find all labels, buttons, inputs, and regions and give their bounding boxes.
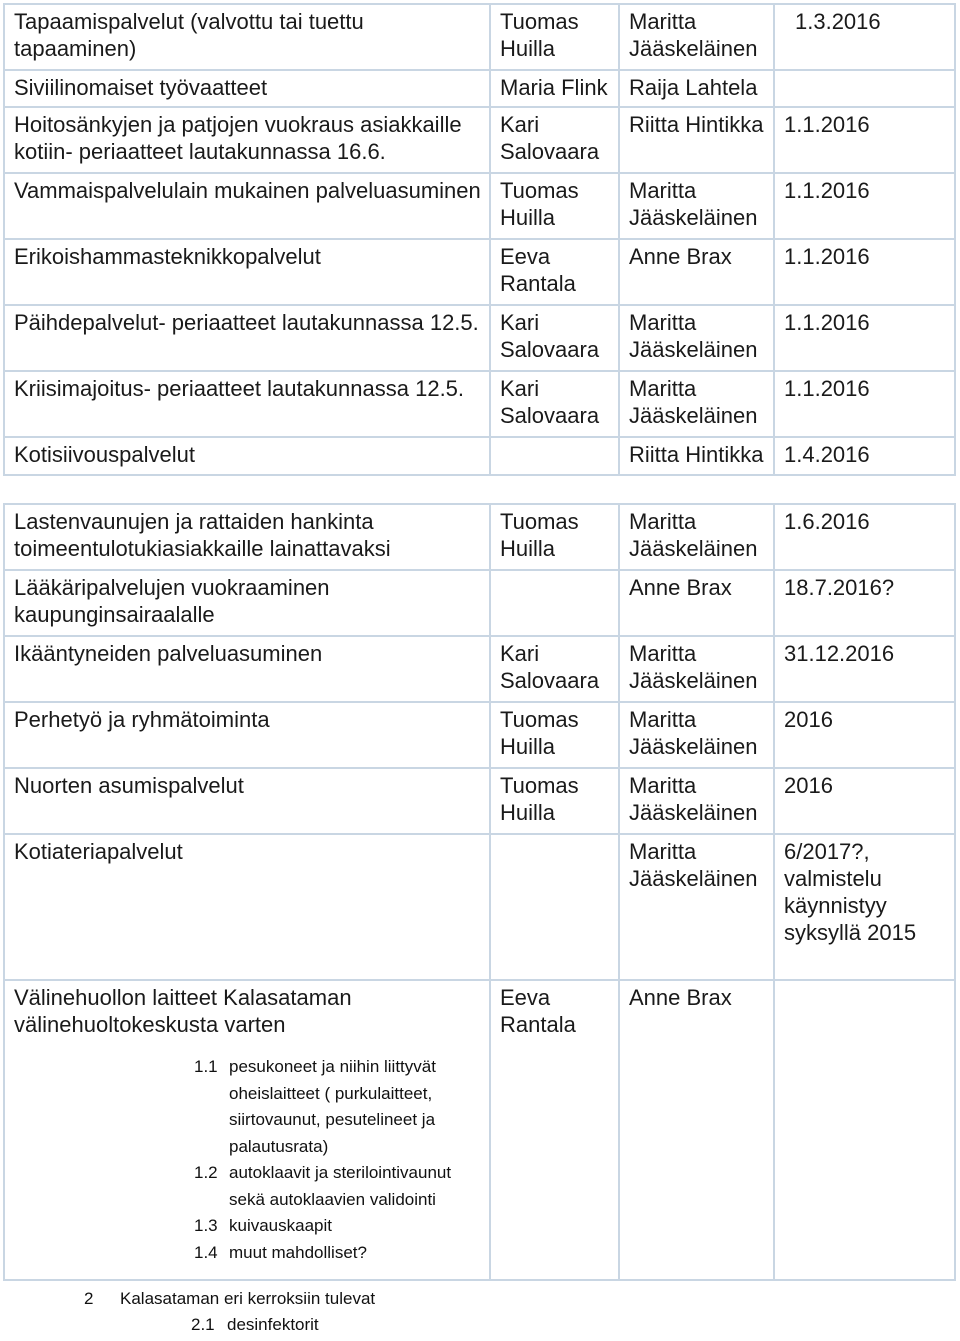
start-date: 6/2017?, valmistelu käynnistyy syksyllä 2015 — [774, 834, 955, 980]
list-number: 1.1 — [194, 1057, 218, 1076]
start-date: 1.6.2016 — [774, 504, 955, 570]
list-text-cont: siirtovaunut, pesutelineet ja — [229, 1110, 436, 1129]
service-name: Lastenvaunujen ja rattaiden hankinta toimeentulotukiasiakkaille lainattavaksi — [4, 504, 490, 570]
start-date: 1.1.2016 — [774, 107, 955, 173]
service-name-text: Välinehuollon laitteet Kalasataman välinehuoltokeskusta varten — [14, 985, 352, 1037]
table-row — [4, 239, 955, 305]
contact-person: Raija Lahtela — [619, 70, 774, 107]
table-row — [4, 768, 955, 834]
start-date — [774, 70, 955, 107]
responsible-person: Eeva Rantala — [490, 239, 619, 305]
list-number: 1.2 — [194, 1163, 218, 1182]
table-row — [4, 504, 955, 570]
contact-person: Maritta Jääskeläinen — [619, 702, 774, 768]
table-row — [4, 636, 955, 702]
list-text: autoklaavit ja sterilointivaunut — [229, 1163, 452, 1182]
responsible-person: Tuomas Huilla — [490, 504, 619, 570]
service-name: Lääkäripalvelujen vuokraaminen kaupunginsairaalalle — [4, 570, 490, 636]
service-name: Vammaispalvelulain mukainen palveluasuminen — [4, 173, 490, 239]
service-table-2 — [3, 503, 956, 1281]
contact-person: Riitta Hintikka — [619, 437, 774, 475]
service-name: Kotiateriapalvelut — [4, 834, 490, 980]
start-date: 1.4.2016 — [774, 437, 955, 475]
start-date: 31.12.2016 — [774, 636, 955, 702]
table-row — [4, 173, 955, 239]
table-row — [4, 702, 955, 768]
table-row — [4, 437, 955, 475]
contact-person: Anne Brax — [619, 239, 774, 305]
table-row — [4, 570, 955, 636]
service-name — [4, 980, 490, 1280]
list-item — [84, 1286, 375, 1312]
contact-person: Maritta Jääskeläinen — [619, 504, 774, 570]
service-name: Nuorten asumispalvelut — [4, 768, 490, 834]
contact-person: Anne Brax — [619, 980, 774, 1280]
table-row — [4, 70, 955, 107]
list-text: Kalasataman eri kerroksiin tulevat — [120, 1289, 376, 1308]
contact-person: Maritta Jääskeläinen — [619, 305, 774, 371]
table-row — [4, 107, 955, 173]
contact-person: Riitta Hintikka — [619, 107, 774, 173]
responsible-person: Kari Salovaara — [490, 371, 619, 437]
contact-person: Maritta Jääskeläinen — [619, 371, 774, 437]
list-text-cont: oheislaitteet ( purkulaitteet, — [229, 1083, 433, 1103]
responsible-person — [490, 437, 619, 475]
list-item — [194, 1240, 489, 1267]
list-number: 1.3 — [194, 1216, 218, 1235]
list-number: 2.1 — [191, 1315, 215, 1334]
service-name: Kotisiivouspalvelut — [4, 437, 490, 475]
list-number: 1.4 — [194, 1242, 218, 1262]
list-text: muut mahdolliset? — [229, 1242, 367, 1262]
responsible-person: Maria Flink — [490, 70, 619, 107]
list-item — [84, 1312, 375, 1338]
service-name: Kriisimajoitus- periaatteet lautakunnassa 12.5. — [4, 371, 490, 437]
list-text: pesukoneet ja niihin liittyvät — [229, 1057, 436, 1076]
list-item — [194, 1213, 489, 1240]
responsible-person: Tuomas Huilla — [490, 702, 619, 768]
list-item — [194, 1160, 489, 1187]
start-date: 18.7.2016? — [774, 570, 955, 636]
start-date: 2016 — [774, 702, 955, 768]
service-table-1 — [3, 3, 956, 476]
responsible-person: Tuomas Huilla — [490, 173, 619, 239]
service-name: Perhetyö ja ryhmätoiminta — [4, 702, 490, 768]
list-item — [194, 1054, 489, 1081]
responsible-person: Tuomas Huilla — [490, 768, 619, 834]
start-date — [774, 980, 955, 1280]
responsible-person — [490, 570, 619, 636]
table-row — [4, 4, 955, 70]
sub-list — [194, 1054, 489, 1266]
bottom-list — [84, 1286, 375, 1338]
responsible-person: Eeva Rantala — [490, 980, 619, 1280]
contact-person: Anne Brax — [619, 570, 774, 636]
contact-person: Maritta Jääskeläinen — [619, 768, 774, 834]
responsible-person: Kari Salovaara — [490, 636, 619, 702]
list-text: desinfektorit — [227, 1315, 319, 1334]
contact-person: Maritta Jääskeläinen — [619, 173, 774, 239]
start-date: 2016 — [774, 768, 955, 834]
start-date: 1.1.2016 — [774, 371, 955, 437]
service-name: Erikoishammasteknikkopalvelut — [4, 239, 490, 305]
table-row — [4, 305, 955, 371]
start-date: 1.1.2016 — [774, 239, 955, 305]
service-name: Ikääntyneiden palveluasuminen — [4, 636, 490, 702]
contact-person: Maritta Jääskeläinen — [619, 4, 774, 70]
service-name: Siviilinomaiset työvaatteet — [4, 70, 490, 107]
service-name: Päihdepalvelut- periaatteet lautakunnassa 12.5. — [4, 305, 490, 371]
list-text-cont: palautusrata) — [229, 1136, 329, 1156]
responsible-person: Tuomas Huilla — [490, 4, 619, 70]
contact-person: Maritta Jääskeläinen — [619, 834, 774, 980]
table-row — [4, 834, 955, 980]
responsible-person: Kari Salovaara — [490, 107, 619, 173]
start-date: 1.1.2016 — [774, 305, 955, 371]
service-name: Hoitosänkyjen ja patjojen vuokraus asiakkaille kotiin- periaatteet lautakunnassa 16.6. — [4, 107, 490, 173]
list-text: kuivauskaapit — [229, 1216, 333, 1235]
start-date: 1.1.2016 — [774, 173, 955, 239]
responsible-person: Kari Salovaara — [490, 305, 619, 371]
start-date: 1.3.2016 — [774, 4, 955, 70]
service-name: Tapaamispalvelut (valvottu tai tuettu tapaaminen) — [4, 4, 490, 70]
list-number: 2 — [84, 1289, 94, 1308]
table-row — [4, 980, 955, 1280]
responsible-person — [490, 834, 619, 980]
list-text-cont: sekä autoklaavien validointi — [229, 1189, 436, 1209]
contact-person: Maritta Jääskeläinen — [619, 636, 774, 702]
table-row — [4, 371, 955, 437]
